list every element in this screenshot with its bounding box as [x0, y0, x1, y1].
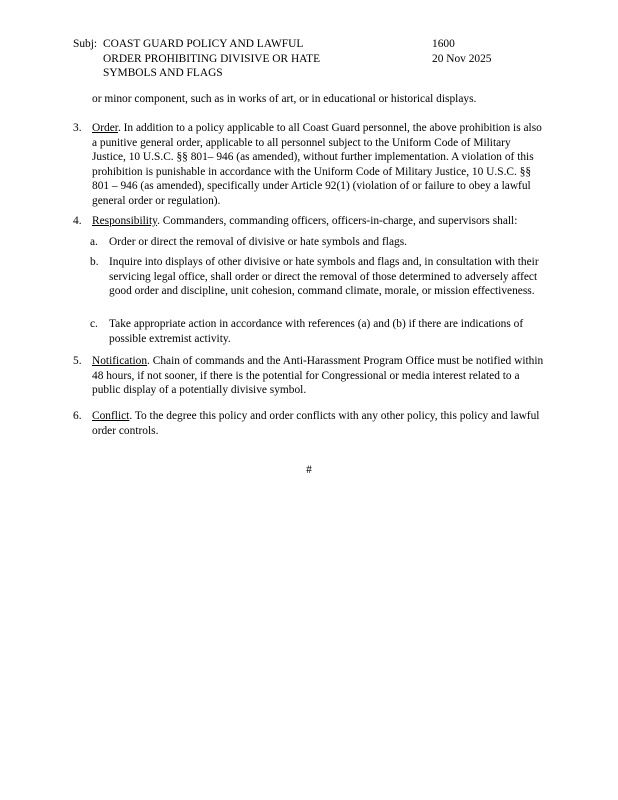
sub-item-letter: c. — [90, 318, 98, 330]
paragraph-number: 3. — [73, 122, 82, 134]
paragraph-heading: Order — [92, 122, 118, 134]
paragraph-text: . In addition to a policy applicable to all Coast Guard personnel, the above prohibition is also a punitive general order, applicable to all personnel subject to the Uniform Code of Military Justice, 10 U.S.C. §§ 801– 946 (as amended), without further implementation. A violation of this prohibition is punishable in accordance with the Uniform Code of Military Justice, 10 U.S.C. §§ 801 – 946 (as amended), specifically under Article 92(1) (violation of or failure to obey a lawful general order or regulation). — [92, 122, 542, 207]
document-date: 20 Nov 2025 — [432, 52, 492, 65]
paragraph-conflict — [73, 409, 544, 438]
subj-label-text: Subj: — [73, 38, 98, 50]
ssic-number: 1600 — [432, 38, 455, 50]
header-reference-block — [432, 37, 491, 66]
sub-item-letter: b. — [90, 256, 99, 268]
paragraph-text: . Commanders, commanding officers, officers-in-charge, and supervisors shall: — [157, 215, 518, 227]
subject-line: SYMBOLS AND FLAGS — [103, 67, 223, 80]
sub-item-letter: a. — [90, 236, 98, 248]
paragraph-responsibility — [73, 214, 544, 229]
continuation-text: or minor component, such as in works of art, or in educational or historical displays. — [92, 93, 477, 105]
paragraph-heading: Notification — [92, 355, 148, 367]
sub-item-b — [90, 255, 544, 299]
paragraph-notification — [73, 354, 544, 398]
paragraph-number: 5. — [73, 355, 82, 367]
sub-item-text: Inquire into displays of other divisive or hate symbols and flags and, in consultation with their servicing legal office, shall order or direct the removal of those determined to adversely affect good order and discipline, unit cohesion, command climate, morale, or mission effectiveness. — [109, 256, 539, 298]
paragraph-order — [73, 121, 544, 209]
sub-item-text: Take appropriate action in accordance with references (a) and (b) if there are indications of possible extremist activity. — [109, 318, 524, 345]
subject-label — [73, 37, 97, 52]
paragraph-text: . To the degree this policy and order conflicts with any other policy, this policy and lawful order controls. — [92, 410, 540, 437]
paragraph-number: 6. — [73, 410, 82, 422]
subject-block — [103, 37, 423, 81]
sub-item-text: Order or direct the removal of divisive or hate symbols and flags. — [109, 236, 407, 248]
subject-line: ORDER PROHIBITING DIVISIVE OR HATE — [103, 52, 321, 65]
paragraph-heading: Conflict — [92, 410, 130, 422]
paragraph-heading: Responsibility — [92, 215, 158, 227]
sub-item-c — [90, 317, 544, 346]
paragraph-number: 4. — [73, 215, 82, 227]
sub-item-a — [90, 235, 544, 250]
end-of-document-mark: # — [306, 464, 312, 476]
subject-line: COAST GUARD POLICY AND LAWFUL — [103, 38, 304, 50]
paragraph-text: . Chain of commands and the Anti-Harassment Program Office must be notified within 48 hours, if not sooner, if there is the potential for Congressional or media interest related to a public display of a potentially divisive symbol. — [92, 355, 544, 397]
